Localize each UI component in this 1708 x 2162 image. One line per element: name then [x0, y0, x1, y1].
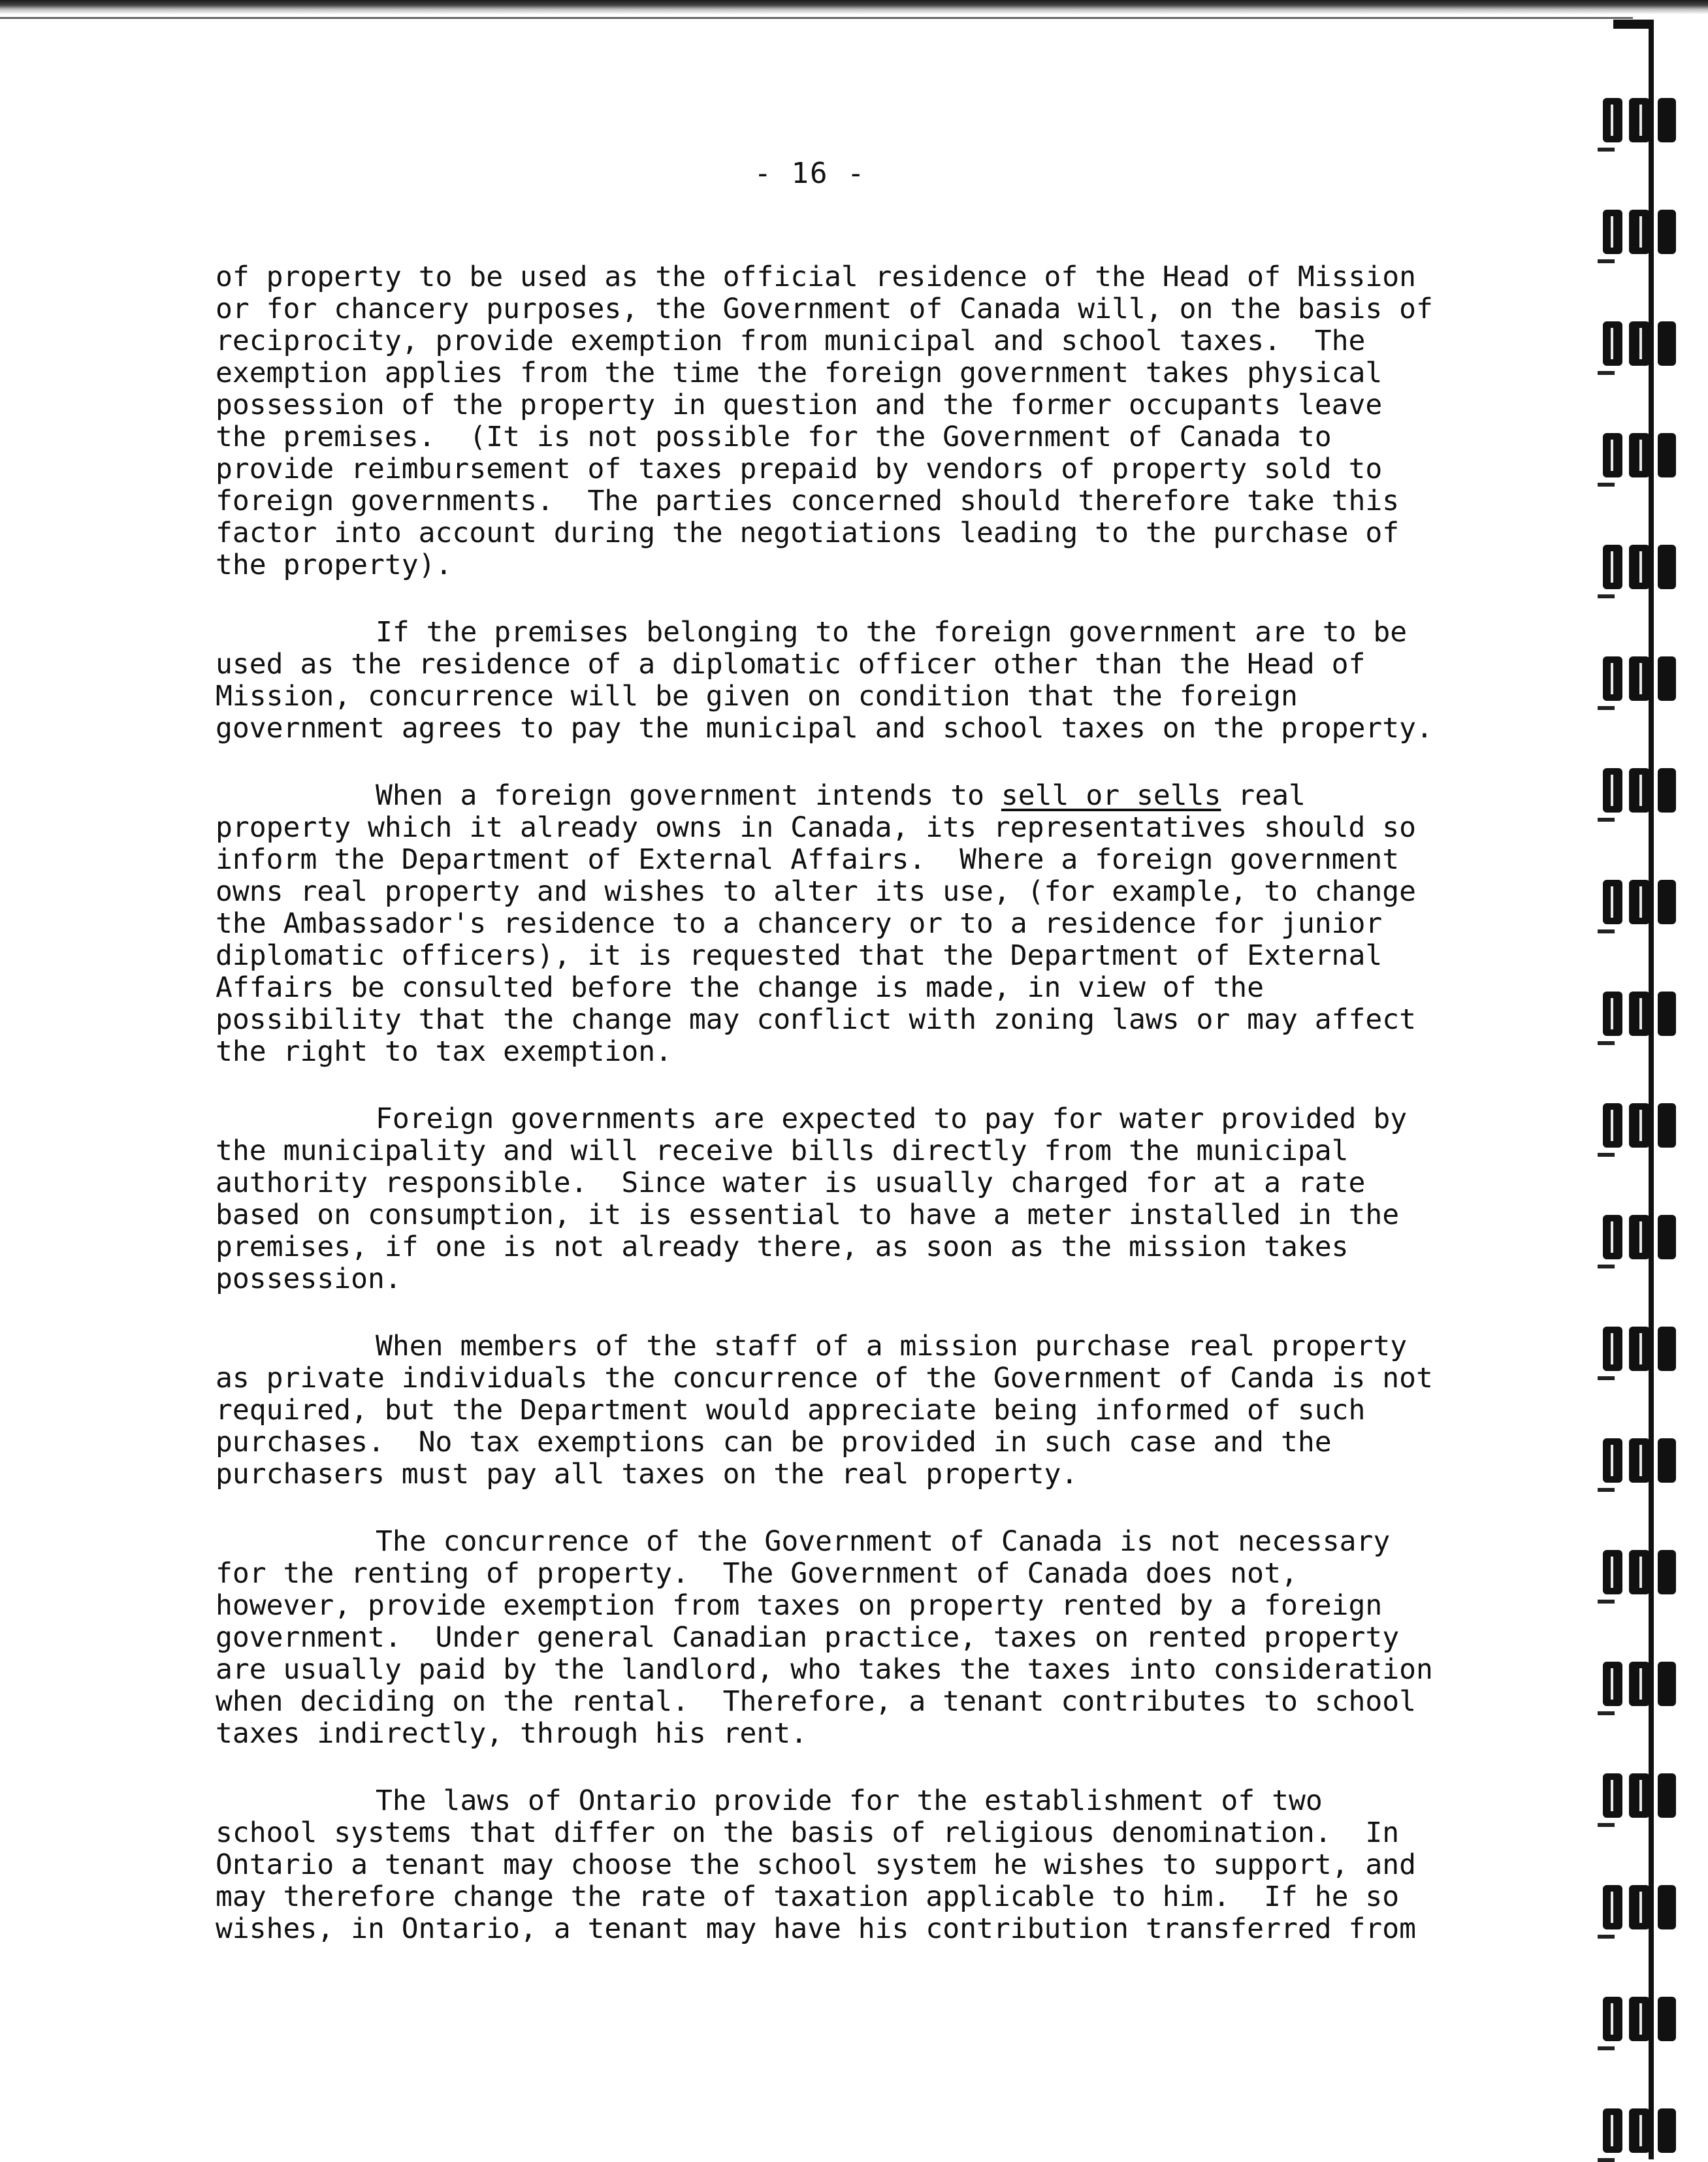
- spiral-binding: [1587, 0, 1708, 2159]
- binding-ring-part: [1639, 1110, 1642, 1141]
- binding-ring-part: [1639, 2003, 1642, 2035]
- text-line: the right to tax exemption.: [216, 1035, 672, 1068]
- paragraph: [216, 617, 1489, 745]
- binding-hook: [1613, 20, 1654, 29]
- text-line: are usually paid by the landlord, who takes the taxes into consideration: [216, 1653, 1433, 1686]
- binding-ring-part: [1611, 1221, 1613, 1253]
- binding-ring: [1603, 1773, 1688, 1818]
- binding-ring-part: [1611, 440, 1613, 471]
- text-line: of property to be used as the official residence of the Head of Mission: [216, 261, 1417, 293]
- binding-ring-part: [1658, 1773, 1676, 1818]
- text-line: required, but the Department would appreciate being informed of such: [216, 1394, 1366, 1427]
- binding-ring-part: [1658, 1103, 1676, 1148]
- text-line: based on consumption, it is essential to have a meter installed in the: [216, 1199, 1400, 1231]
- text-line: Affairs be consulted before the change is made, in view of the: [216, 971, 1265, 1004]
- text-segment: When a foreign government intends to: [376, 779, 1001, 812]
- binding-ring-part: [1658, 1997, 1676, 2041]
- binding-ring-part: [1598, 929, 1615, 933]
- binding-ring-part: [1611, 2003, 1613, 2035]
- binding-ring-part: [1639, 2115, 1642, 2146]
- binding-ring-part: [1611, 775, 1613, 806]
- binding-ring-part: [1658, 992, 1676, 1036]
- text-line: government agrees to pay the municipal and school taxes on the property.: [216, 712, 1433, 745]
- binding-ring-part: [1598, 594, 1615, 598]
- text-line: diplomatic officers), it is requested that the Department of External: [216, 939, 1383, 972]
- text-line: may therefore change the rate of taxation applicable to him. If he so: [216, 1880, 1400, 1913]
- text-line: The concurrence of the Government of Canada is not necessary: [376, 1525, 1391, 1558]
- text-line: Mission, concurrence will be given on condition that the foreign: [216, 680, 1298, 713]
- binding-ring-part: [1598, 1600, 1615, 1604]
- binding-ring-part: [1639, 1221, 1642, 1253]
- binding-ring-part: [1639, 1668, 1642, 1700]
- text-line: provide reimbursement of taxes prepaid by vendors of property sold to: [216, 453, 1383, 485]
- scan-top-line: [0, 17, 1633, 19]
- binding-ring-part: [1639, 105, 1642, 136]
- binding-ring-part: [1611, 663, 1613, 694]
- text-line: possession of the property in question and the former occupants leave: [216, 389, 1383, 421]
- binding-ring-part: [1639, 1333, 1642, 1364]
- binding-ring-part: [1639, 1445, 1642, 1476]
- text-line: the municipality and will receive bills directly from the municipal: [216, 1135, 1349, 1167]
- binding-ring-part: [1598, 1711, 1615, 1715]
- text-line: [216, 780, 1489, 812]
- text-line: If the premises belonging to the foreign government are to be: [376, 616, 1408, 649]
- text-line: owns real property and wishes to alter its use, (for example, to change: [216, 875, 1417, 908]
- paragraph: [216, 1785, 1489, 1945]
- binding-ring-part: [1611, 1557, 1613, 1588]
- binding-ring-part: [1658, 1438, 1676, 1483]
- binding-ring-part: [1639, 998, 1642, 1029]
- binding-ring-part: [1639, 440, 1642, 471]
- binding-ring-part: [1611, 1668, 1613, 1700]
- text-line: reciprocity, provide exemption from municipal and school taxes. The: [216, 325, 1366, 357]
- binding-ring: [1603, 1215, 1688, 1259]
- binding-ring-part: [1639, 1780, 1642, 1811]
- binding-ring-part: [1658, 1327, 1676, 1371]
- binding-ring-part: [1611, 105, 1613, 136]
- text-segment: real: [1221, 779, 1306, 812]
- document-body: [216, 261, 1489, 1980]
- binding-ring: [1603, 210, 1688, 254]
- binding-ring: [1603, 1327, 1688, 1371]
- binding-ring-part: [1658, 1662, 1676, 1706]
- binding-ring-part: [1598, 1153, 1615, 1157]
- text-line: the Ambassador's residence to a chancery or to a residence for junior: [216, 907, 1383, 940]
- binding-ring-part: [1658, 768, 1676, 813]
- binding-ring-part: [1598, 706, 1615, 710]
- text-line: purchases. No tax exemptions can be provided in such case and the: [216, 1426, 1332, 1459]
- text-line: The laws of Ontario provide for the establishment of two: [376, 1784, 1323, 1817]
- text-line: school systems that differ on the basis of religious denomination. In: [216, 1816, 1400, 1849]
- binding-ring: [1603, 1885, 1688, 1929]
- binding-ring-part: [1658, 321, 1676, 366]
- binding-ring: [1603, 98, 1688, 142]
- text-line: for the renting of property. The Government of Canada does not,: [216, 1557, 1298, 1590]
- scan-top-edge: [0, 0, 1708, 14]
- binding-ring-part: [1658, 880, 1676, 924]
- binding-ring-part: [1658, 433, 1676, 477]
- text-line: Ontario a tenant may choose the school system he wishes to support, and: [216, 1848, 1417, 1881]
- binding-ring-part: [1658, 2108, 1676, 2153]
- binding-ring: [1603, 433, 1688, 477]
- text-line: government. Under general Canadian practice, taxes on rented property: [216, 1621, 1400, 1654]
- binding-ring: [1603, 545, 1688, 589]
- text-line: taxes indirectly, through his rent.: [216, 1717, 808, 1750]
- binding-ring-part: [1598, 2158, 1615, 2162]
- binding-ring-part: [1598, 259, 1615, 263]
- text-line: exemption applies from the time the foreign government takes physical: [216, 357, 1383, 389]
- text-line: authority responsible. Since water is usually charged for at a rate: [216, 1167, 1366, 1199]
- text-line: purchasers must pay all taxes on the real property.: [216, 1458, 1078, 1491]
- binding-ring-part: [1598, 1935, 1615, 1939]
- binding-ring-part: [1598, 818, 1615, 822]
- binding-ring: [1603, 1103, 1688, 1148]
- binding-ring-part: [1658, 1550, 1676, 1594]
- binding-ring-part: [1639, 328, 1642, 359]
- underlined-text: sell or sells: [1001, 779, 1221, 812]
- binding-ring: [1603, 768, 1688, 813]
- binding-ring-part: [1611, 1780, 1613, 1811]
- binding-ring-part: [1658, 1885, 1676, 1929]
- binding-ring-part: [1611, 1333, 1613, 1364]
- binding-ring: [1603, 880, 1688, 924]
- binding-ring: [1603, 2108, 1688, 2153]
- text-line: however, provide exemption from taxes on property rented by a foreign: [216, 1589, 1383, 1622]
- binding-ring: [1603, 1438, 1688, 1483]
- binding-ring-part: [1598, 1041, 1615, 1045]
- binding-ring-part: [1598, 1823, 1615, 1827]
- binding-ring-part: [1639, 663, 1642, 694]
- text-line: factor into account during the negotiations leading to the purchase of: [216, 517, 1400, 549]
- binding-ring-part: [1611, 998, 1613, 1029]
- text-line: or for chancery purposes, the Government of Canada will, on the basis of: [216, 293, 1433, 325]
- binding-ring-part: [1611, 886, 1613, 918]
- binding-ring-part: [1611, 1110, 1613, 1141]
- binding-ring-part: [1639, 1557, 1642, 1588]
- binding-ring-part: [1639, 216, 1642, 248]
- binding-ring-part: [1611, 216, 1613, 248]
- binding-ring-part: [1658, 656, 1676, 701]
- text-line: wishes, in Ontario, a tenant may have his contribution transferred from: [216, 1912, 1417, 1945]
- binding-ring-part: [1611, 1892, 1613, 1923]
- binding-ring: [1603, 1997, 1688, 2041]
- paragraph: [216, 261, 1489, 581]
- text-line: the premises. (It is not possible for the Government of Canada to: [216, 421, 1332, 453]
- binding-ring-part: [1639, 886, 1642, 918]
- binding-ring-part: [1639, 1892, 1642, 1923]
- text-line: When members of the staff of a mission purchase real property: [376, 1330, 1408, 1363]
- binding-ring-part: [1598, 483, 1615, 487]
- binding-ring-part: [1611, 551, 1613, 583]
- binding-ring-part: [1639, 551, 1642, 583]
- binding-ring-part: [1598, 1265, 1615, 1268]
- text-line: possibility that the change may conflict with zoning laws or may affect: [216, 1003, 1417, 1036]
- binding-ring-part: [1658, 98, 1676, 142]
- binding-ring-part: [1658, 545, 1676, 589]
- text-line: property which it already owns in Canada, its representatives should so: [216, 811, 1417, 844]
- binding-ring-part: [1611, 2115, 1613, 2146]
- text-line: inform the Department of External Affairs. Where a foreign government: [216, 843, 1400, 876]
- paragraph: [216, 1331, 1489, 1491]
- text-line: foreign governments. The parties concerned should therefore take this: [216, 485, 1400, 517]
- binding-ring: [1603, 1662, 1688, 1706]
- paragraph: [216, 1526, 1489, 1750]
- page-number: - 16 -: [754, 157, 866, 190]
- binding-ring: [1603, 992, 1688, 1036]
- text-line: the property).: [216, 549, 453, 581]
- text-line: possession.: [216, 1263, 402, 1295]
- paragraph: [216, 1103, 1489, 1295]
- binding-ring-part: [1658, 210, 1676, 254]
- binding-ring-part: [1598, 1376, 1615, 1380]
- text-line: used as the residence of a diplomatic officer other than the Head of: [216, 648, 1366, 681]
- text-line: as private individuals the concurrence of the Government of Canda is not: [216, 1362, 1433, 1395]
- binding-ring-part: [1598, 2046, 1615, 2050]
- binding-ring-part: [1598, 1488, 1615, 1492]
- text-line: when deciding on the rental. Therefore, a tenant contributes to school: [216, 1685, 1417, 1718]
- text-line: Foreign governments are expected to pay for water provided by: [376, 1103, 1408, 1135]
- binding-ring: [1603, 321, 1688, 366]
- binding-ring-part: [1611, 1445, 1613, 1476]
- binding-ring-part: [1639, 775, 1642, 806]
- text-line: premises, if one is not already there, as soon as the mission takes: [216, 1231, 1349, 1263]
- binding-ring-part: [1611, 328, 1613, 359]
- binding-ring-part: [1658, 1215, 1676, 1259]
- binding-ring-part: [1598, 148, 1615, 152]
- binding-ring: [1603, 1550, 1688, 1594]
- paragraph: [216, 780, 1489, 1068]
- binding-ring: [1603, 656, 1688, 701]
- binding-ring-part: [1598, 371, 1615, 375]
